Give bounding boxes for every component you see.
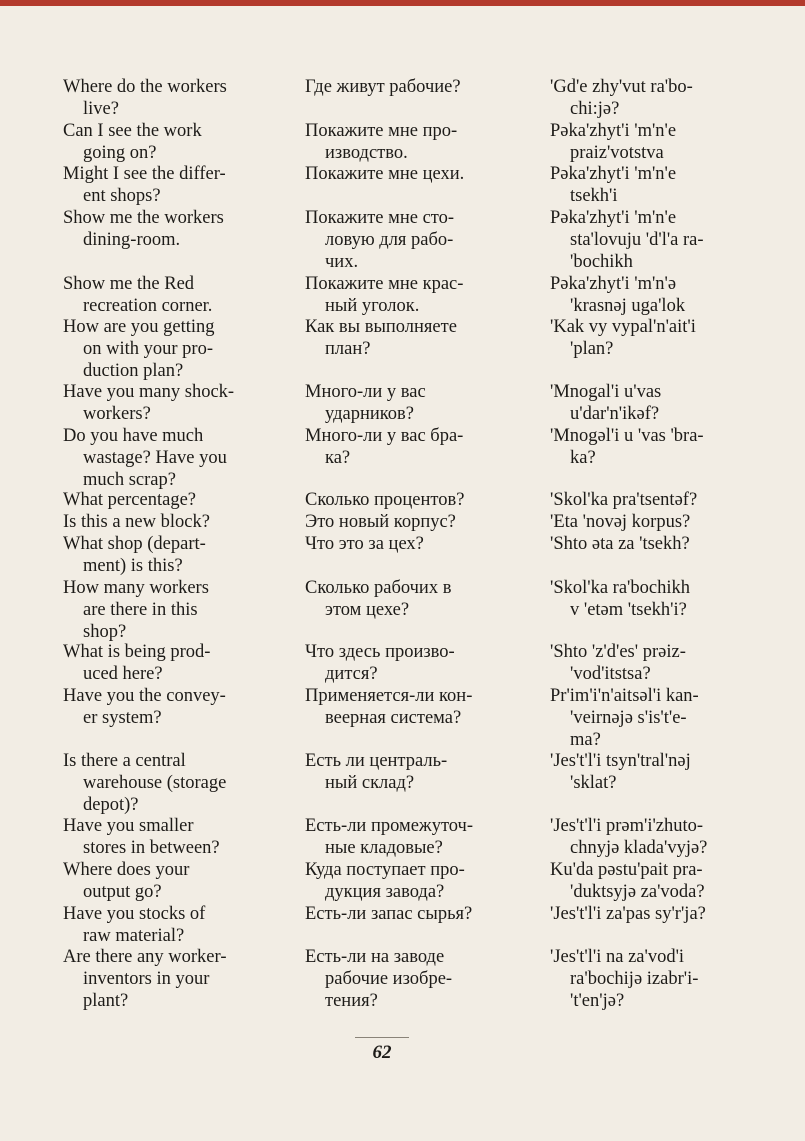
phonetic-transcription (550, 381, 740, 425)
russian-phrase-line: Сколько процентов? (305, 490, 465, 510)
phonetic-transcription-line: 'Shto 'z'd'es' prəiz- (550, 642, 686, 662)
english-phrase-line: uced here? (83, 664, 163, 684)
phonetic-transcription (550, 511, 740, 533)
russian-phrase-line: Покажите мне крас- (305, 274, 464, 294)
russian-phrase-line: дукция завода? (325, 882, 445, 902)
phonetic-transcription (550, 946, 740, 1012)
phonetic-transcription (550, 207, 740, 273)
english-phrase-line: output go? (83, 882, 162, 902)
english-phrase-line: Do you have much (63, 426, 204, 446)
english-phrase (63, 750, 253, 816)
english-phrase-line: dining-room. (83, 230, 181, 250)
phonetic-transcription-line: 'Eta 'novəj korpus? (550, 512, 691, 532)
russian-phrase (305, 76, 500, 98)
footer-rule (355, 1037, 409, 1038)
russian-phrase-line: Покажите мне цехи. (305, 164, 465, 184)
phonetic-transcription (550, 163, 740, 207)
english-phrase (63, 533, 253, 577)
english-phrase-line: What percentage? (63, 490, 197, 510)
english-phrase (63, 815, 253, 859)
russian-phrase-line: Применяется-ли кон- (305, 686, 473, 706)
english-phrase-line: What shop (depart- (63, 534, 206, 554)
phonetic-transcription-line: Pəka'zhyt'i 'm'n'ə (550, 274, 677, 294)
phonetic-transcription-line: u'dar'n'ikəf? (570, 404, 660, 424)
english-phrase-line: Might I see the differ- (63, 164, 226, 184)
phonetic-transcription-line: 'Jes't'l'i na za'vod'i (550, 947, 685, 967)
phonetic-transcription-line: 'Skol'ka ra'bochikh (550, 578, 690, 598)
russian-phrase-line: Есть-ли запас сырья? (305, 904, 473, 924)
phonetic-transcription (550, 685, 740, 751)
english-phrase (63, 425, 253, 491)
russian-phrase (305, 207, 500, 273)
russian-phrase-line: ударников? (325, 404, 415, 424)
russian-phrase (305, 425, 500, 469)
russian-phrase-line: Есть-ли промежуточ- (305, 816, 474, 836)
phonetic-transcription-line: 'Mnogəl'i u 'vas 'bra- (550, 426, 704, 446)
english-phrase-line: Where does your (63, 860, 190, 880)
phonetic-transcription-line: 'sklat? (570, 773, 617, 793)
english-phrase-line: Have you many shock- (63, 382, 235, 402)
english-phrase-line: Is there a central (63, 751, 186, 771)
russian-phrase (305, 750, 500, 794)
english-phrase-line: How many workers (63, 578, 209, 598)
english-phrase-line: Have you smaller (63, 816, 194, 836)
russian-phrase (305, 489, 500, 511)
english-phrase-line: duction plan? (83, 361, 184, 381)
phonetic-transcription (550, 815, 740, 859)
english-phrase-line: raw material? (83, 926, 185, 946)
phonetic-transcription-line: chnyjə klada'vyjə? (570, 838, 708, 858)
english-phrase (63, 207, 253, 251)
english-phrase-line: stores in between? (83, 838, 220, 858)
english-phrase (63, 577, 253, 643)
russian-phrase (305, 903, 500, 925)
russian-phrase (305, 316, 500, 360)
english-phrase-line: shop? (83, 622, 127, 642)
phonetic-transcription-line: 'Kak vy vypal'n'ait'i (550, 317, 696, 337)
phonetic-transcription-line: 'plan? (570, 339, 614, 359)
phonetic-transcription-line: Pəka'zhyt'i 'm'n'e (550, 121, 677, 141)
phonetic-transcription-line: v 'etəm 'tsekh'i? (570, 600, 687, 620)
russian-phrase-line: Покажите мне сто- (305, 208, 455, 228)
page-top-edge (0, 0, 805, 6)
english-phrase (63, 381, 253, 425)
phonetic-transcription-line: 'duktsyjə za'voda? (570, 882, 705, 902)
phonetic-transcription (550, 577, 740, 621)
english-phrase-line: Where do the workers (63, 77, 227, 97)
english-phrase (63, 641, 253, 685)
phonetic-transcription (550, 641, 740, 685)
phonetic-transcription-line: 'Jes't'l'i prəm'i'zhuto- (550, 816, 704, 836)
russian-phrase-line: ка? (325, 448, 351, 468)
phonetic-transcription-line: ma? (570, 730, 601, 750)
phonetic-transcription-line: chi:jə? (570, 99, 620, 119)
english-phrase (63, 163, 253, 207)
phonetic-transcription-line: Pəka'zhyt'i 'm'n'e (550, 164, 677, 184)
phonetic-transcription-line: ka? (570, 448, 596, 468)
phonetic-transcription-line: tsekh'i (570, 186, 618, 206)
russian-phrase-line: Сколько рабочих в (305, 578, 452, 598)
russian-phrase-line: ный уголок. (325, 296, 420, 316)
russian-phrase (305, 946, 500, 1012)
phonetic-transcription-line: 'Gd'e zhy'vut ra'bo- (550, 77, 693, 97)
english-phrase (63, 489, 253, 511)
english-phrase-line: plant? (83, 991, 129, 1011)
russian-phrase-line: этом цехе? (325, 600, 410, 620)
english-phrase-line: How are you getting (63, 317, 215, 337)
phonetic-transcription-line: Pəka'zhyt'i 'm'n'e (550, 208, 677, 228)
english-phrase (63, 120, 253, 164)
phonetic-transcription-line: 'Jes't'l'i tsyn'tral'nəj (550, 751, 691, 771)
phonetic-transcription-line: 'krasnəj uga'lok (570, 296, 686, 316)
english-phrase-line: warehouse (storage (83, 773, 227, 793)
phonetic-transcription-line: 'veirnəjə s'is't'e- (570, 708, 687, 728)
english-phrase-line: recreation corner. (83, 296, 213, 316)
english-phrase-line: er system? (83, 708, 162, 728)
english-phrase (63, 316, 253, 382)
russian-phrase-line: Много-ли у вас бра- (305, 426, 464, 446)
phonetic-transcription (550, 76, 740, 120)
russian-phrase (305, 120, 500, 164)
english-phrase-line: What is being prod- (63, 642, 211, 662)
page-number: 62 (372, 1042, 392, 1063)
phonetic-transcription (550, 903, 740, 925)
english-phrase (63, 946, 253, 1012)
phonetic-transcription (550, 316, 740, 360)
russian-phrase (305, 273, 500, 317)
english-phrase (63, 76, 253, 120)
english-phrase (63, 859, 253, 903)
russian-phrase (305, 815, 500, 859)
russian-phrase-line: Это новый корпус? (305, 512, 456, 532)
russian-phrase (305, 533, 500, 555)
phonetic-transcription (550, 533, 740, 555)
russian-phrase-line: ловую для рабо- (325, 230, 454, 250)
english-phrase-line: Have you stocks of (63, 904, 206, 924)
russian-phrase-line: ный склад? (325, 773, 415, 793)
russian-phrase-line: Что здесь произво- (305, 642, 455, 662)
phonetic-transcription-line: sta'lovuju 'd'l'a ra- (570, 230, 704, 250)
english-phrase-line: on with your pro- (83, 339, 213, 359)
russian-phrase-line: Как вы выполняете (305, 317, 457, 337)
russian-phrase-line: тения? (325, 991, 378, 1011)
phonetic-transcription-line: praiz'votstva (570, 143, 664, 163)
phonetic-transcription-line: 'Mnogal'i u'vas (550, 382, 662, 402)
english-phrase (63, 685, 253, 729)
english-phrase-line: ent shops? (83, 186, 161, 206)
phonetic-transcription (550, 120, 740, 164)
russian-phrase-line: изводство. (325, 143, 408, 163)
english-phrase (63, 903, 253, 947)
english-phrase-line: Have you the convey- (63, 686, 226, 706)
english-phrase-line: much scrap? (83, 470, 176, 490)
english-phrase-line: ment) is this? (83, 556, 183, 576)
phonetic-transcription-line: 'bochikh (570, 252, 633, 272)
english-phrase-line: workers? (83, 404, 151, 424)
russian-phrase-line: Есть-ли на заводе (305, 947, 445, 967)
phonetic-transcription-line: Pr'im'i'n'aitsəl'i kan- (550, 686, 699, 706)
russian-phrase (305, 641, 500, 685)
phonetic-transcription (550, 750, 740, 794)
russian-phrase (305, 685, 500, 729)
russian-phrase-line: Куда поступает про- (305, 860, 465, 880)
russian-phrase-line: Покажите мне про- (305, 121, 458, 141)
phonetic-transcription (550, 425, 740, 469)
russian-phrase-line: ные кладовые? (325, 838, 443, 858)
phonetic-transcription (550, 273, 740, 317)
english-phrase-line: Is this a new block? (63, 512, 210, 532)
russian-phrase-line: Что это за цех? (305, 534, 424, 554)
english-phrase-line: live? (83, 99, 119, 119)
phonetic-transcription-line: 't'en'jə? (570, 991, 625, 1011)
phonetic-transcription (550, 859, 740, 903)
phonetic-transcription-line: 'Skol'ka pra'tsentəf? (550, 490, 698, 510)
phonetic-transcription-line: 'vod'itstsa? (570, 664, 651, 684)
russian-phrase-line: Где живут рабочие? (305, 77, 461, 97)
russian-phrase (305, 577, 500, 621)
english-phrase-line: Show me the workers (63, 208, 224, 228)
russian-phrase-line: веерная система? (325, 708, 462, 728)
english-phrase-line: Show me the Red (63, 274, 195, 294)
phonetic-transcription (550, 489, 740, 511)
english-phrase-line: depot)? (83, 795, 139, 815)
russian-phrase-line: Много-ли у вас (305, 382, 426, 402)
english-phrase (63, 511, 253, 533)
russian-phrase (305, 163, 500, 185)
russian-phrase-line: чих. (325, 252, 359, 272)
english-phrase-line: wastage? Have you (83, 448, 227, 468)
phonetic-transcription-line: 'Jes't'l'i za'pas sy'r'ja? (550, 904, 706, 924)
russian-phrase (305, 511, 500, 533)
english-phrase-line: inventors in your (83, 969, 210, 989)
russian-phrase (305, 859, 500, 903)
russian-phrase (305, 381, 500, 425)
english-phrase-line: are there in this (83, 600, 198, 620)
russian-phrase-line: план? (325, 339, 371, 359)
russian-phrase-line: рабочие изобре- (325, 969, 453, 989)
english-phrase-line: Can I see the work (63, 121, 202, 141)
english-phrase (63, 273, 253, 317)
phonetic-transcription-line: ra'bochijə izabr'i- (570, 969, 699, 989)
phonetic-transcription-line: Ku'da pəstu'pait pra- (550, 860, 703, 880)
russian-phrase-line: дится? (325, 664, 378, 684)
phonetic-transcription-line: 'Shto əta za 'tsekh? (550, 534, 690, 554)
english-phrase-line: going on? (83, 143, 157, 163)
russian-phrase-line: Есть ли централь- (305, 751, 448, 771)
english-phrase-line: Are there any worker- (63, 947, 227, 967)
